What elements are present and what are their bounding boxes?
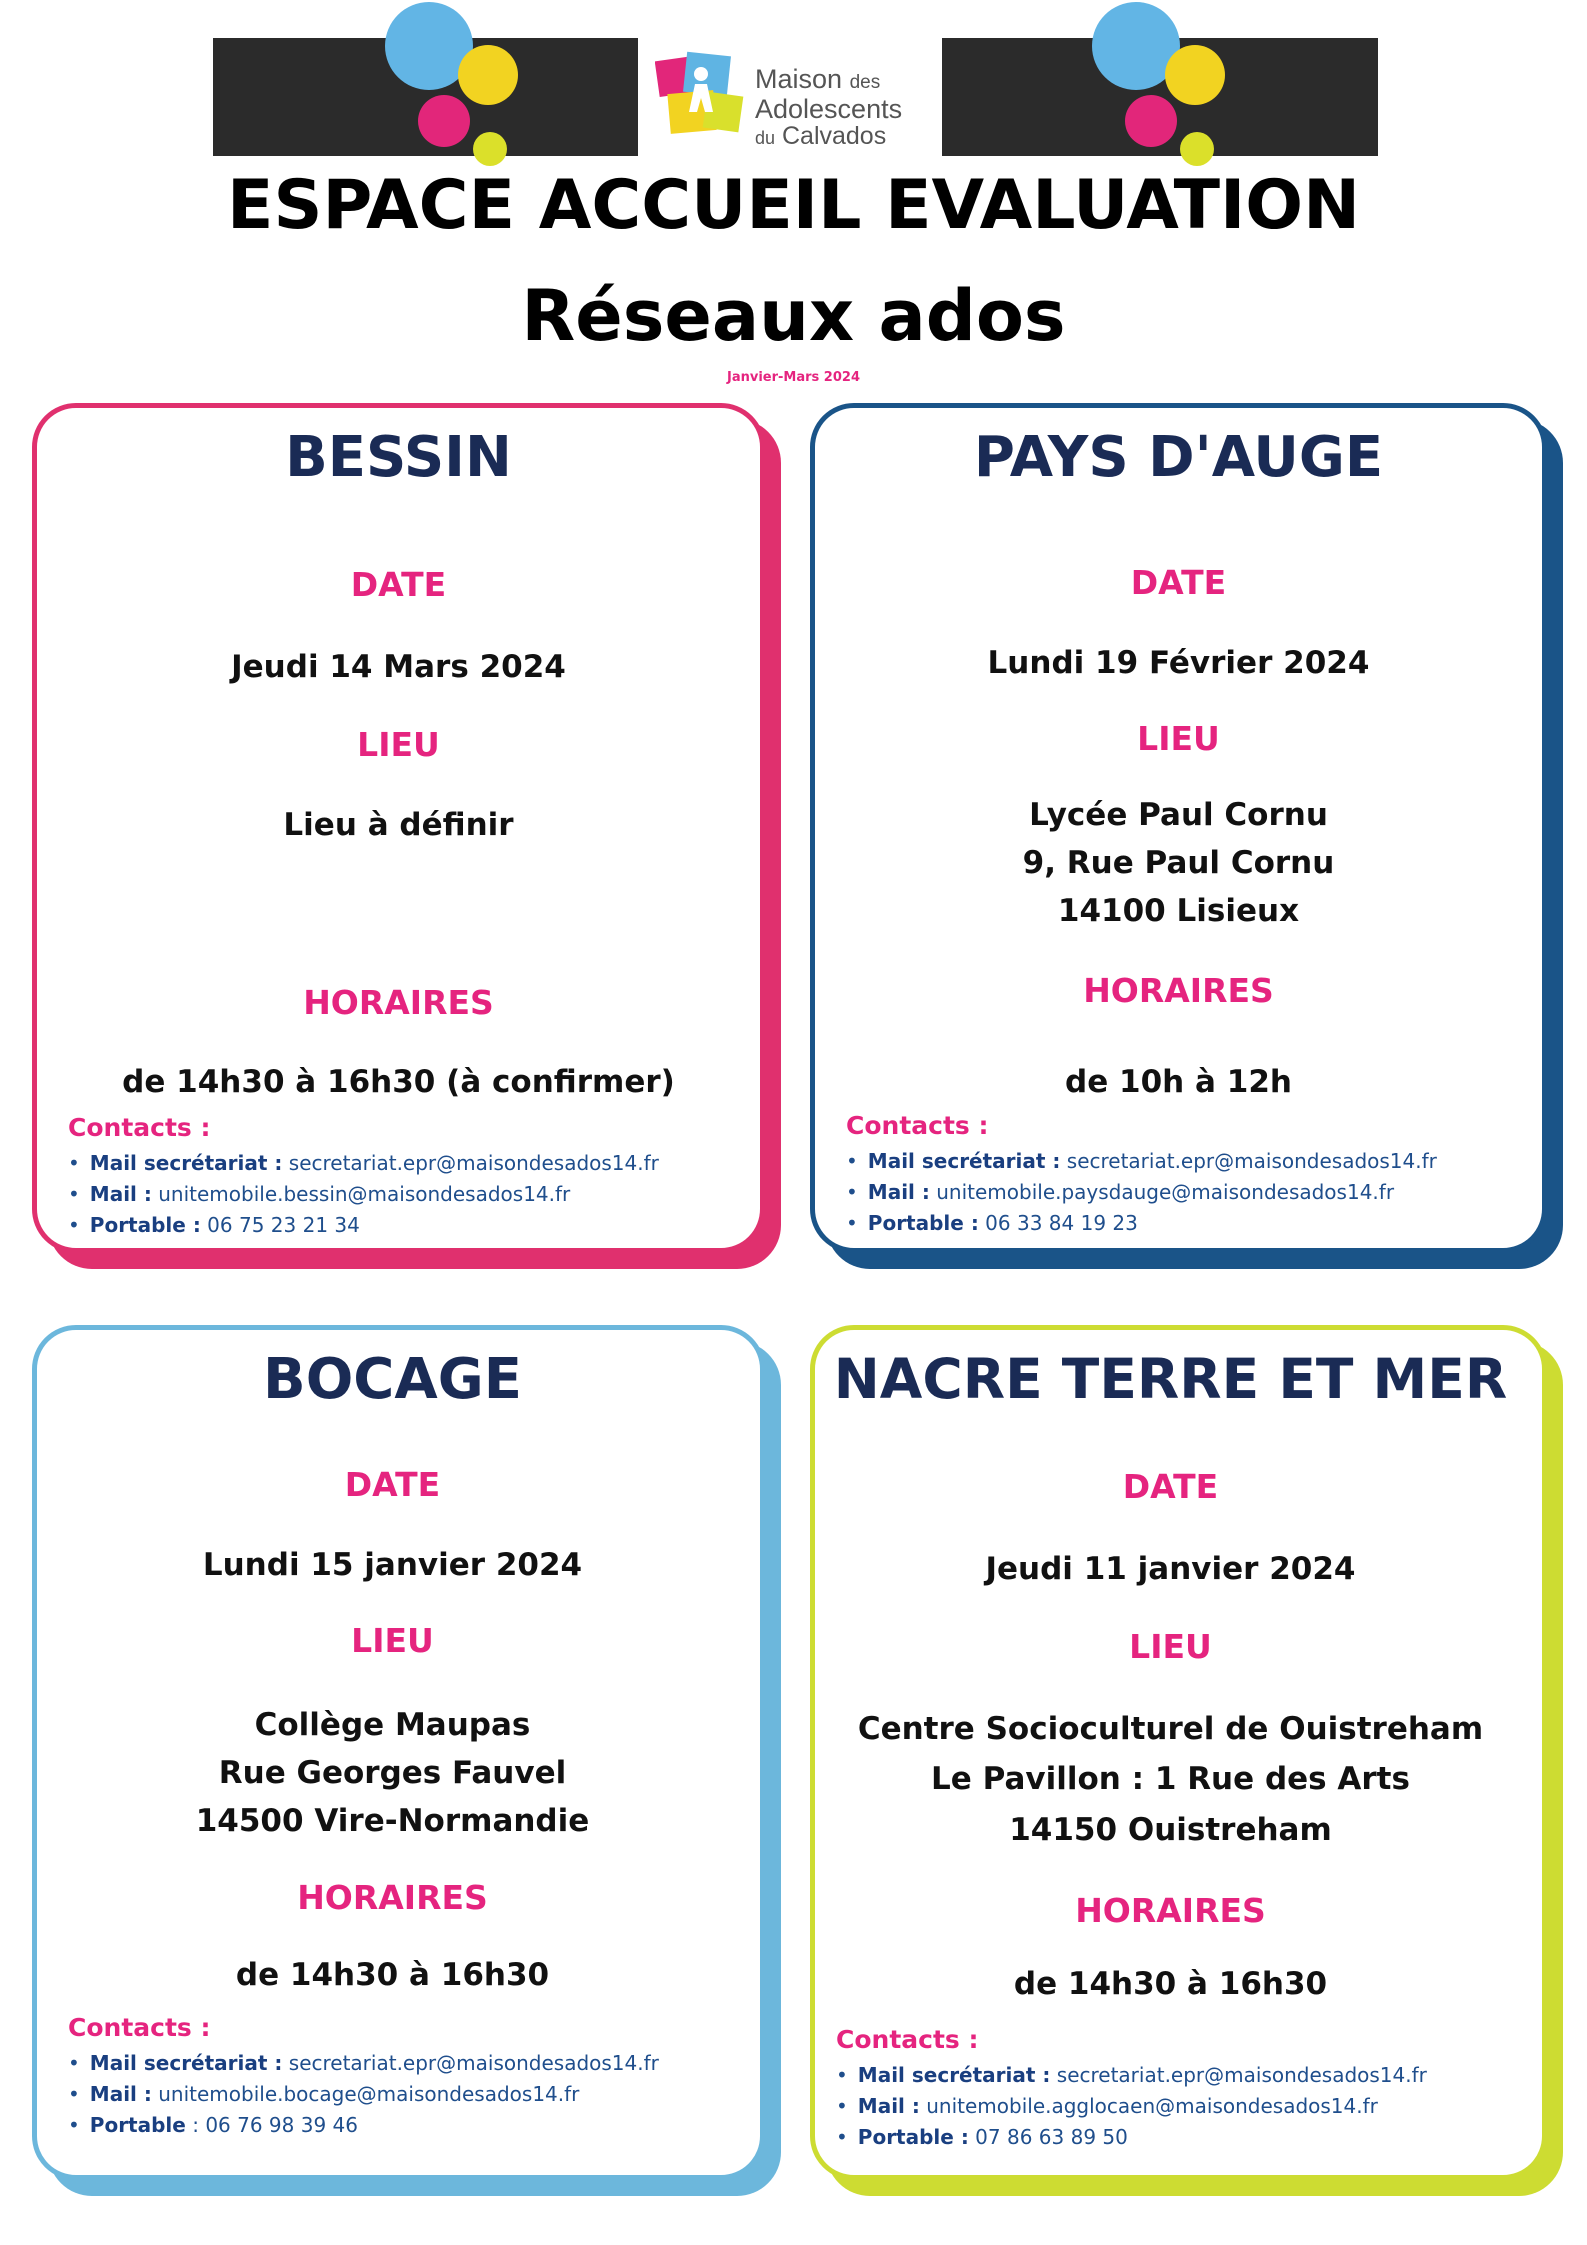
contacts-list (68, 2048, 659, 2141)
horaires-heading: HORAIRES (1083, 971, 1274, 1010)
contact-item (68, 1148, 659, 1179)
logo-text (755, 66, 902, 152)
contact-key: Portable : (857, 2125, 969, 2149)
contacts-heading: Contacts : (68, 2013, 211, 2042)
date-value: Jeudi 14 Mars 2024 (231, 649, 566, 685)
lieu-heading: LIEU (351, 1621, 434, 1660)
horaires-value: de 14h30 à 16h30 (235, 1957, 550, 1993)
contact-value: secretariat.epr@maisondesados14.fr (282, 2051, 659, 2075)
card-bocage (32, 1325, 765, 2180)
card-bessin (32, 403, 765, 1253)
card-nacre-terre-et-mer (810, 1325, 1547, 2180)
date-value: Lundi 19 Février 2024 (987, 645, 1370, 681)
horaires-value: de 14h30 à 16h30 (à confirmer) (122, 1064, 675, 1100)
contact-value: : 06 76 98 39 46 (185, 2113, 358, 2137)
lieu-line: 14500 Vire-Normandie (195, 1803, 590, 1839)
contact-item (68, 2079, 659, 2110)
horaires-value: de 10h à 12h (1065, 1064, 1292, 1100)
decor-circle-lime-left (473, 132, 507, 166)
contact-key: Mail : (857, 2094, 920, 2118)
contact-value: 06 75 23 21 34 (200, 1213, 360, 1237)
contacts-heading: Contacts : (68, 1113, 211, 1142)
contact-value: unitemobile.bessin@maisondesados14.fr (151, 1182, 571, 1206)
contact-value: 06 33 84 19 23 (978, 1211, 1138, 1235)
contact-key: Portable (89, 2113, 186, 2137)
lieu-line: Collège Maupas (254, 1707, 531, 1743)
card-pays-dauge (810, 403, 1547, 1253)
logo-line3: Calvados (781, 122, 887, 150)
page-title: ESPACE ACCUEIL EVALUATION (227, 166, 1360, 245)
contact-value: unitemobile.bocage@maisondesados14.fr (151, 2082, 580, 2106)
horaires-heading: HORAIRES (297, 1878, 488, 1917)
contact-item (68, 2110, 659, 2141)
contact-value: secretariat.epr@maisondesados14.fr (1050, 2063, 1427, 2087)
horaires-value: de 14h30 à 16h30 (1013, 1966, 1328, 2002)
lieu-line: Centre Socioculturel de Ouistreham (857, 1711, 1484, 1747)
period-label: Janvier-Mars 2024 (727, 370, 860, 385)
date-heading: DATE (344, 1465, 441, 1504)
contact-value: secretariat.epr@maisondesados14.fr (282, 1151, 659, 1175)
card-region-name: BESSIN (285, 425, 512, 490)
contact-key: Mail : (89, 1182, 152, 1206)
contacts-list (836, 2060, 1427, 2153)
card-region-name: PAYS D'AUGE (973, 425, 1384, 490)
card-region-name: NACRE TERRE ET MER (833, 1347, 1508, 1411)
contact-item (846, 1177, 1437, 1208)
lieu-line: 14150 Ouistreham (1009, 1812, 1332, 1848)
date-heading: DATE (1122, 1467, 1219, 1506)
date-value: Lundi 15 janvier 2024 (202, 1547, 583, 1583)
decor-circle-yellow-left (458, 45, 518, 105)
contact-key: Mail secrétariat : (89, 2051, 283, 2075)
horaires-heading: HORAIRES (303, 983, 494, 1022)
lieu-heading: LIEU (1137, 719, 1220, 758)
date-heading: DATE (1130, 563, 1227, 602)
contact-item (68, 2048, 659, 2079)
contact-key: Mail secrétariat : (89, 1151, 283, 1175)
lieu-heading: LIEU (357, 725, 440, 764)
contact-value: secretariat.epr@maisondesados14.fr (1060, 1149, 1437, 1173)
logo-line1: Maison (755, 64, 843, 94)
card-region-name: BOCAGE (263, 1347, 522, 1412)
contact-value: unitemobile.paysdauge@maisondesados14.fr (929, 1180, 1395, 1204)
lieu-line: Le Pavillon : 1 Rue des Arts (931, 1761, 1410, 1797)
contact-item (846, 1146, 1437, 1177)
date-value: Jeudi 11 janvier 2024 (985, 1551, 1356, 1587)
contact-key: Mail secrétariat : (857, 2063, 1051, 2087)
decor-circle-lime-right (1180, 132, 1214, 166)
contacts-list (846, 1146, 1437, 1239)
contact-item (836, 2091, 1427, 2122)
contact-key: Mail : (89, 2082, 152, 2106)
page-subtitle: Réseaux ados (521, 275, 1066, 357)
logo-line3-small: du (755, 128, 776, 148)
contact-key: Portable : (89, 1213, 201, 1237)
contact-value: unitemobile.agglocaen@maisondesados14.fr (919, 2094, 1378, 2118)
lieu-line: Rue Georges Fauvel (218, 1755, 567, 1791)
lieu-line: Lieu à définir (283, 807, 514, 843)
contact-value: 07 86 63 89 50 (968, 2125, 1128, 2149)
lieu-line: Lycée Paul Cornu (1029, 797, 1328, 833)
decor-circle-yellow-right (1165, 45, 1225, 105)
decor-circle-pink-right (1125, 95, 1177, 147)
contact-item (846, 1208, 1437, 1239)
lieu-line: 9, Rue Paul Cornu (1022, 845, 1335, 881)
contacts-list (68, 1148, 659, 1241)
contacts-heading: Contacts : (836, 2025, 979, 2054)
contact-item (836, 2122, 1427, 2153)
contact-key: Mail : (867, 1180, 930, 1204)
contact-item (68, 1179, 659, 1210)
contact-key: Mail secrétariat : (867, 1149, 1061, 1173)
lieu-heading: LIEU (1129, 1627, 1212, 1666)
date-heading: DATE (350, 565, 447, 604)
contact-key: Portable : (867, 1211, 979, 1235)
logo-line1-small: des (849, 72, 881, 93)
contacts-heading: Contacts : (846, 1111, 989, 1140)
logo-line2: Adolescents (755, 94, 903, 124)
contact-item (836, 2060, 1427, 2091)
contact-item (68, 1210, 659, 1241)
decor-circle-pink-left (418, 95, 470, 147)
horaires-heading: HORAIRES (1075, 1891, 1266, 1930)
lieu-line: 14100 Lisieux (1057, 893, 1300, 929)
